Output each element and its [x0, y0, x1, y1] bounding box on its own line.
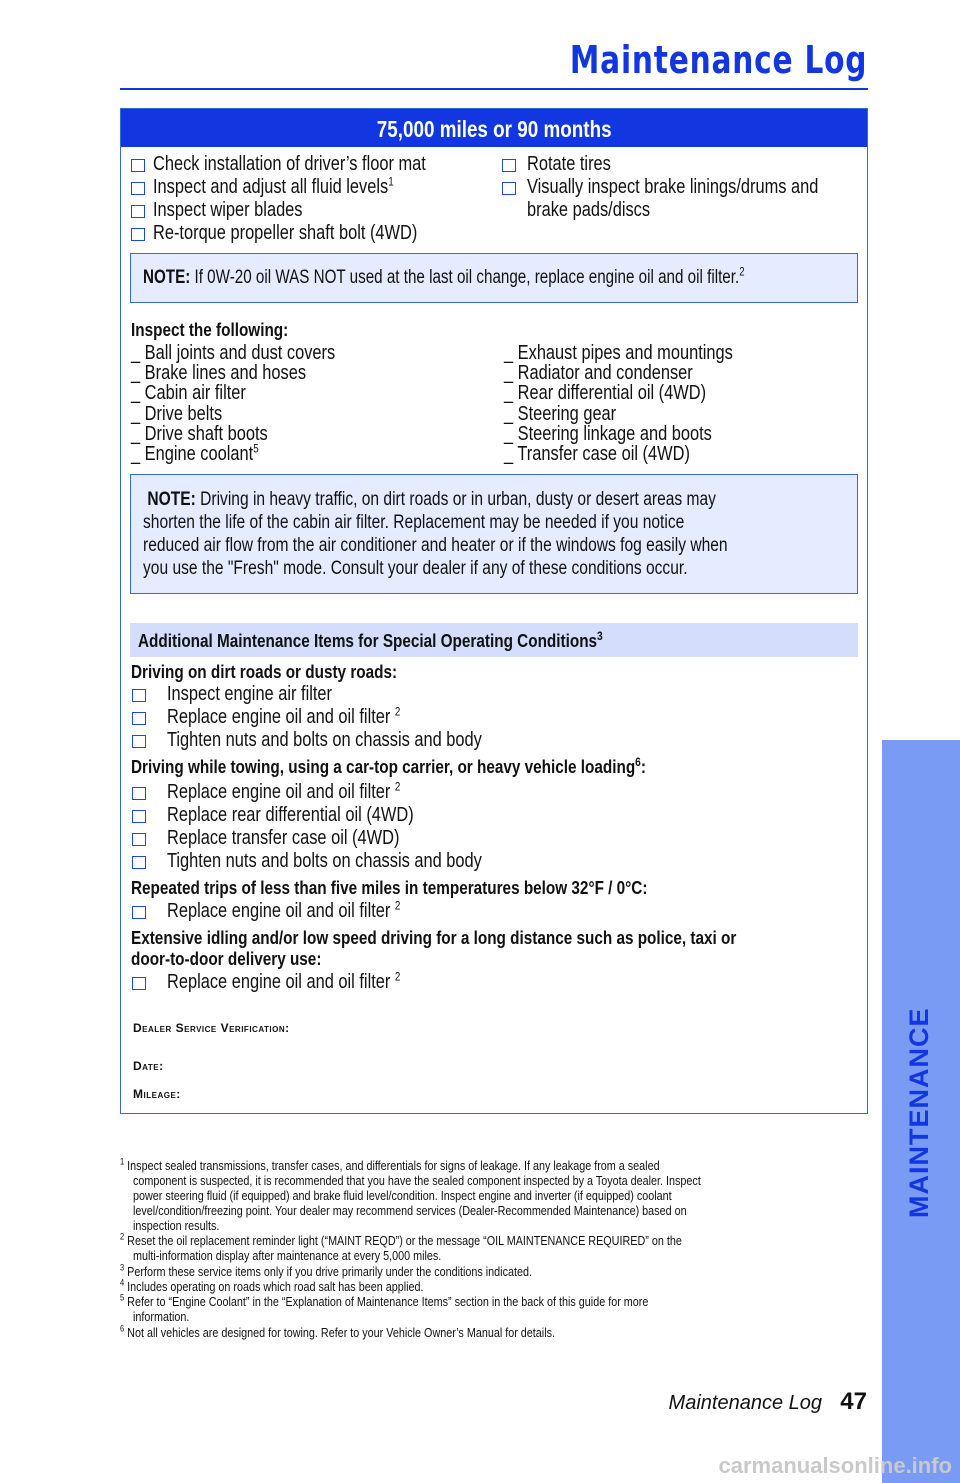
title-divider: [120, 88, 868, 90]
checkbox[interactable]: [132, 810, 146, 823]
condition-heading: Repeated trips of less than five miles in temperatures below 32°F / 0°C:: [131, 878, 648, 898]
footer-caption: Maintenance Log: [668, 1392, 822, 1414]
maintenance-interval-box: [120, 108, 868, 1114]
inspect-item: _ Steering linkage and boots: [504, 423, 712, 445]
inspect-item: _ Brake lines and hoses: [131, 362, 307, 384]
condition-item: Replace rear differential oil (4WD): [167, 804, 414, 826]
inspect-item: _ Exhaust pipes and mountings: [504, 342, 733, 364]
inspect-item: _ Transfer case oil (4WD): [504, 443, 690, 465]
checkbox[interactable]: [131, 159, 145, 172]
section-side-tab-label: MAINTENANCE: [904, 1007, 934, 1218]
condition-item: Replace engine oil and oil filter $^2$: [167, 779, 401, 803]
checklist-item: Inspect wiper blades: [153, 199, 303, 221]
checkbox[interactable]: [502, 159, 516, 172]
condition-item: Inspect engine air filter: [167, 683, 333, 705]
mileage-label: Mileage:: [133, 1087, 181, 1101]
inspect-item: _ Cabin air filter: [131, 382, 246, 404]
inspect-heading: Inspect the following:: [131, 320, 289, 340]
condition-item: Tighten nuts and bolts on chassis and body: [167, 850, 482, 872]
inspect-item: _ Ball joints and dust covers: [131, 342, 336, 364]
condition-item: Replace engine oil and oil filter $^2$: [167, 969, 401, 993]
footnote: $^3$ Perform these service items only if you drive primarily under the conditions indicated.: [120, 1262, 532, 1279]
note-box-cabin-filter: NOTE: Driving in heavy traffic, on dirt roads or in urban, dusty or desert areas may shorten the life of the cabin air filter. Replacement may be needed if you notice reduced air flow from the air conditioner and heater or if the windows fog easily when you use the "Fresh" mode. Consult your dealer if any of these conditions occur.: [130, 474, 858, 594]
date-label: Date:: [133, 1059, 164, 1073]
footnote: $^5$ Refer to “Engine Coolant” in the “Explanation of Maintenance Items” section in the back of this guide for more: [120, 1292, 649, 1309]
checklist-item: Check installation of driver’s floor mat: [153, 153, 426, 175]
page-title: Maintenance Log: [569, 38, 867, 82]
checklist-item-continued: brake pads/discs: [527, 199, 651, 221]
checkbox[interactable]: [132, 856, 146, 869]
checkbox[interactable]: [132, 833, 146, 846]
note-label: NOTE:: [147, 489, 196, 510]
checkbox[interactable]: [132, 712, 146, 725]
checkbox[interactable]: [132, 689, 146, 702]
page-number: 47: [840, 1388, 867, 1415]
checkbox[interactable]: [131, 228, 145, 241]
note-label: NOTE:: [143, 267, 191, 288]
condition-item: Tighten nuts and bolts on chassis and body: [167, 729, 482, 751]
interval-heading: 75,000 miles or 90 months: [121, 109, 867, 147]
checklist-item: Re-torque propeller shaft bolt (4WD): [153, 222, 418, 244]
footnote: $^2$ Reset the oil replacement reminder light (“MAINT REQD”) or the message “OIL MAINTENANCE REQUIRED” on the: [120, 1231, 682, 1248]
footnote: $^4$ Includes operating on roads which road salt has been applied.: [120, 1277, 424, 1294]
footnote: $^6$ Not all vehicles are designed for towing. Refer to your Vehicle Owner’s Manual for details.: [120, 1323, 555, 1340]
checklist-item: Inspect and adjust all fluid levels$^1$: [153, 174, 394, 198]
inspect-item: _ Rear differential oil (4WD): [504, 382, 707, 404]
condition-heading-continued: door-to-door delivery use:: [131, 949, 322, 969]
condition-heading: Extensive idling and/or low speed driving for a long distance such as police, taxi or: [131, 928, 737, 948]
footnote: $^1$ Inspect sealed transmissions, transfer cases, and differentials for signs of leakage. If any leakage from a sealed: [120, 1156, 660, 1173]
additional-items-heading: Additional Maintenance Items for Special Operating Conditions$^3$: [130, 623, 858, 657]
condition-heading: Driving on dirt roads or dusty roads:: [131, 662, 398, 682]
checkbox[interactable]: [132, 906, 146, 919]
checkbox[interactable]: [132, 787, 146, 800]
dealer-verification-label: Dealer Service Verification:: [133, 1021, 290, 1035]
checkbox[interactable]: [132, 735, 146, 748]
checkbox[interactable]: [131, 205, 145, 218]
watermark: carmanualsonline.info: [718, 1453, 952, 1478]
condition-item: Replace engine oil and oil filter $^2$: [167, 898, 401, 922]
inspect-item: _ Drive belts: [131, 403, 223, 425]
inspect-item: _ Radiator and condenser: [504, 362, 693, 384]
inspect-item: _ Engine coolant$^5$: [131, 441, 259, 465]
inspect-item: _ Drive shaft boots: [131, 423, 268, 445]
note-text: If 0W-20 oil WAS NOT used at the last oil change, replace engine oil and oil filter.: [194, 267, 740, 288]
checklist-item: Rotate tires: [527, 153, 611, 175]
checkbox[interactable]: [132, 977, 146, 990]
checkbox[interactable]: [502, 182, 516, 195]
condition-item: Replace engine oil and oil filter $^2$: [167, 704, 401, 728]
note-box-oil: NOTE: If 0W-20 oil WAS NOT used at the last oil change, replace engine oil and oil filter.$^2$: [130, 253, 858, 303]
condition-heading: Driving while towing, using a car-top carrier, or heavy vehicle loading$^6$:: [131, 755, 646, 777]
condition-item: Replace transfer case oil (4WD): [167, 827, 400, 849]
checkbox[interactable]: [131, 182, 145, 195]
inspect-item: _ Steering gear: [504, 403, 617, 425]
checklist-item: Visually inspect brake linings/drums and: [527, 176, 819, 198]
